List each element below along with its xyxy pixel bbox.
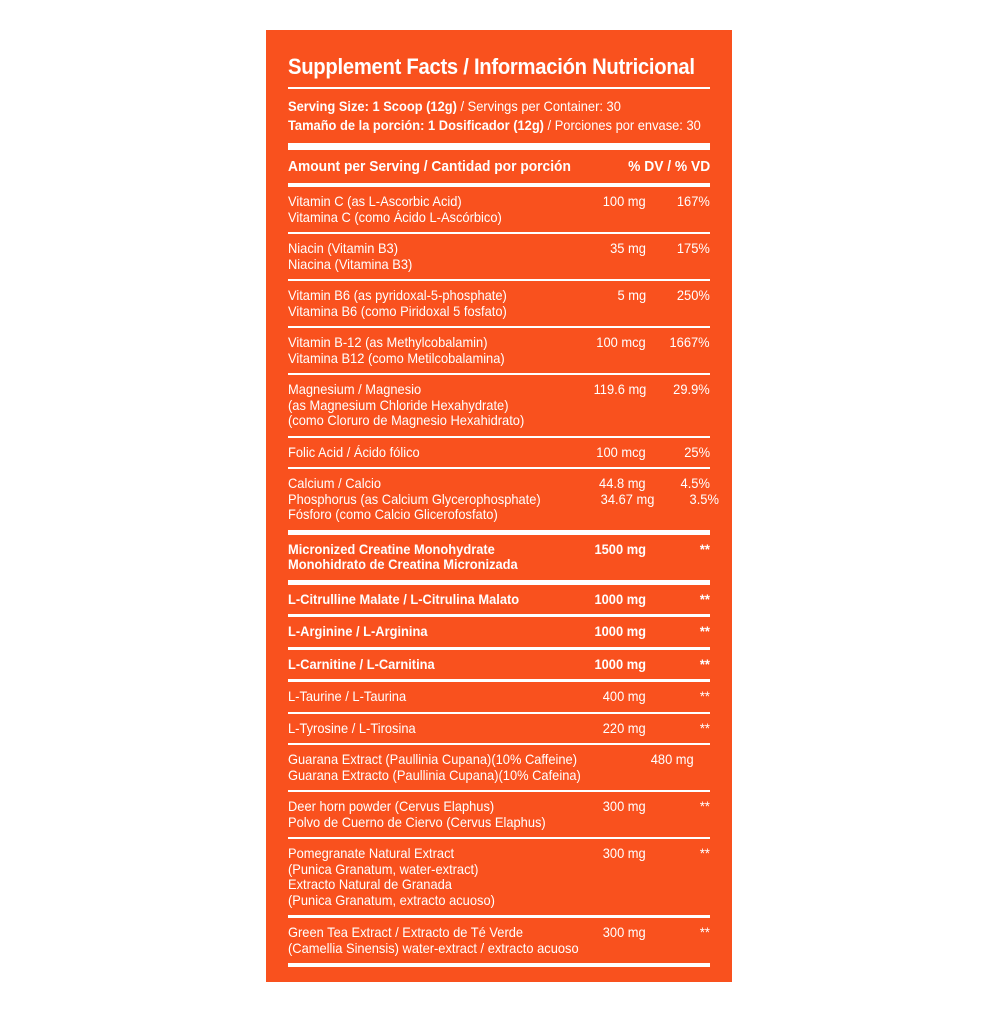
- nutrient-amount: [554, 557, 646, 573]
- nutrient-amount: [563, 492, 655, 508]
- nutrient-name: [288, 194, 554, 210]
- nutrient-dv: [646, 689, 710, 705]
- table-row-line: [288, 689, 710, 705]
- nutrient-dv: [660, 815, 724, 831]
- table-row: [288, 187, 710, 232]
- nutrient-amount: [554, 445, 646, 461]
- nutrient-dv: [646, 210, 710, 226]
- nutrient-dv: [646, 382, 710, 398]
- nutrient-name: [288, 799, 554, 815]
- nutrient-name: [288, 893, 554, 909]
- panel-title-text: Supplement Facts / Información Nutricional: [288, 54, 695, 79]
- nutrient-name: [288, 557, 554, 573]
- nutrient-dv: [646, 877, 710, 893]
- nutrient-name-text: Guarana Extracto (Paullinia Cupana)(10% Cafeina): [288, 766, 581, 783]
- table-row-line: [288, 925, 710, 941]
- nutrient-amount: [554, 624, 646, 640]
- nutrient-amount: [554, 507, 646, 523]
- panel-title: [288, 54, 710, 80]
- table-row: [288, 839, 710, 915]
- nutrient-dv: [646, 624, 710, 640]
- nutrient-name-text: Green Tea Extract / Extracto de Té Verde: [288, 924, 524, 940]
- nutrient-name: [288, 398, 554, 414]
- nutrient-amount: [554, 382, 646, 398]
- nutrient-dv-text: 29.9%: [673, 381, 710, 397]
- nutrient-name-text: Phosphorus (as Calcium Glycerophosphate): [288, 490, 541, 507]
- nutrient-dv: [646, 893, 710, 909]
- nutrient-amount: [606, 768, 698, 784]
- nutrient-name: [288, 492, 563, 508]
- nutrient-dv: [646, 657, 710, 673]
- nutrient-name: [288, 877, 554, 893]
- nutrient-amount: [554, 304, 646, 320]
- nutrient-name-text: Extracto Natural de Granada: [288, 876, 452, 892]
- nutrient-amount-text: 1000 mg: [594, 590, 646, 607]
- nutrient-name-text: Vitamin C (as L-Ascorbic Acid): [288, 193, 462, 209]
- nutrient-dv: [696, 941, 760, 957]
- table-row-line: [288, 351, 710, 367]
- nutrient-name: [288, 257, 554, 273]
- nutrient-name-text: Calcium / Calcio: [288, 475, 382, 491]
- column-header-amount: Amount per Serving / Cantidad por porción: [288, 158, 571, 175]
- nutrient-name: [288, 815, 568, 831]
- nutrient-dv: [646, 846, 710, 862]
- nutrient-amount: [554, 862, 646, 878]
- nutrient-dv-text: **: [699, 798, 710, 814]
- table-row-line: [288, 304, 710, 320]
- table-row: [288, 617, 710, 647]
- serving-size-line-es: [288, 116, 710, 135]
- nutrient-dv-text: **: [699, 688, 710, 704]
- nutrient-amount-text: 400 mg: [603, 688, 646, 704]
- table-row-line: [288, 657, 710, 673]
- table-row-line: [288, 413, 710, 429]
- nutrient-amount: [554, 476, 646, 492]
- nutrient-dv: [646, 799, 710, 815]
- nutrient-name: [288, 476, 554, 492]
- nutrient-name: [288, 846, 554, 862]
- nutrient-name-text: (Camellia Sinensis) water-extract / extracto acuoso: [288, 939, 579, 956]
- nutrient-name-text: Niacin (Vitamin B3): [288, 240, 398, 256]
- serving-section-divider: [288, 143, 710, 150]
- table-row: [288, 745, 759, 790]
- table-row: [288, 792, 710, 837]
- nutrient-amount: [554, 210, 646, 226]
- nutrient-name-text: Vitamin B-12 (as Methylcobalamin): [288, 334, 488, 350]
- nutrient-name-text: (Punica Granatum, water-extract): [288, 860, 479, 877]
- nutrient-amount: [554, 257, 646, 273]
- nutrient-amount: [554, 241, 646, 257]
- nutrient-amount-text: 1000 mg: [594, 623, 646, 639]
- nutrient-name-text: Polvo de Cuerno de Ciervo (Cervus Elaphus): [288, 813, 546, 830]
- nutrient-name: [288, 351, 554, 367]
- nutrient-amount-text: 100 mg: [603, 193, 646, 209]
- nutrient-dv-text: **: [699, 590, 710, 607]
- nutrient-dv-text: **: [699, 924, 710, 940]
- nutrient-name-text: Vitamina C (como Ácido L-Ascórbico): [288, 208, 502, 225]
- nutrient-amount: [554, 398, 646, 414]
- nutrient-name-text: L-Taurine / L-Taurina: [288, 688, 407, 704]
- nutrient-dv: [646, 721, 710, 737]
- nutrient-amount: [554, 721, 646, 737]
- nutrient-dv: [646, 335, 710, 351]
- table-row-line: [288, 799, 710, 815]
- table-row: [288, 328, 710, 373]
- table-row: [288, 535, 710, 580]
- nutrient-amount-text: 220 mg: [603, 719, 646, 736]
- table-row-line: [288, 893, 710, 909]
- nutrient-amount: [554, 846, 646, 862]
- nutrient-name: [288, 721, 554, 737]
- nutrient-amount-text: 44.8 mg: [599, 475, 646, 491]
- nutrient-dv: [646, 542, 710, 558]
- nutrient-amount: [554, 288, 646, 304]
- nutrient-dv-text: **: [748, 751, 759, 767]
- nutrient-name-text: L-Tyrosine / L-Tirosina: [288, 719, 416, 736]
- nutrient-name: [288, 304, 554, 320]
- nutrient-dv: [646, 194, 710, 210]
- column-header: [288, 150, 710, 183]
- nutrient-dv-text: 25%: [684, 443, 710, 460]
- table-row-line: [288, 335, 710, 351]
- table-row: [288, 438, 710, 468]
- nutrient-amount-text: 100 mcg: [596, 334, 646, 350]
- nutrient-dv-text: **: [699, 845, 710, 861]
- nutrient-name: [288, 689, 554, 705]
- serving-size-line-en: [288, 97, 710, 116]
- nutrient-dv: [646, 445, 710, 461]
- nutrient-dv: [646, 241, 710, 257]
- nutrient-name-text: L-Citrulline Malate / L-Citrulina Malato: [288, 590, 520, 607]
- table-row-line: [288, 382, 710, 398]
- nutrient-name: [288, 241, 554, 257]
- table-row: [288, 650, 710, 680]
- nutrient-dv: [698, 768, 762, 784]
- table-row-line: [288, 815, 710, 831]
- table-row: [288, 469, 719, 530]
- nutrient-name: [288, 413, 554, 429]
- table-row-line: [288, 476, 710, 492]
- nutrient-name: [288, 862, 554, 878]
- table-row-line: [288, 768, 710, 784]
- nutrient-amount: [554, 799, 646, 815]
- table-row-line: [288, 721, 710, 737]
- nutrient-name: [288, 752, 602, 768]
- nutrient-amount-text: 5 mg: [617, 287, 646, 303]
- nutrient-name-text: Vitamina B6 (como Piridoxal 5 fosfato): [288, 302, 507, 319]
- nutrient-name-text: (Punica Granatum, extracto acuoso): [288, 891, 495, 908]
- nutrient-amount-text: 1000 mg: [594, 655, 646, 672]
- table-row: [288, 918, 710, 963]
- nutrient-amount: [604, 941, 696, 957]
- nutrient-dv: [694, 752, 758, 768]
- nutrient-amount-text: 1500 mg: [594, 540, 646, 557]
- serving-size-es-bold: Tamaño de la porción: 1 Dosificador (12g): [288, 117, 544, 133]
- nutrient-name: [288, 288, 554, 304]
- nutrient-amount: [554, 592, 646, 608]
- nutrient-dv-text: 1667%: [669, 334, 710, 350]
- column-header-dv: % DV / % VD: [627, 158, 710, 175]
- nutrient-name: [288, 542, 554, 558]
- nutrient-name: [288, 624, 554, 640]
- nutrient-name: [288, 592, 554, 608]
- nutrient-name: [288, 445, 554, 461]
- nutrient-amount: [554, 413, 646, 429]
- table-row-line: [288, 751, 759, 768]
- nutrient-name-text: Deer horn powder (Cervus Elaphus): [288, 798, 495, 814]
- nutrient-amount-text: 300 mg: [603, 924, 646, 940]
- nutrient-dv-text: **: [699, 719, 710, 736]
- table-row: [288, 682, 710, 712]
- table-row: [288, 375, 710, 436]
- nutrient-amount: [554, 335, 646, 351]
- nutrient-name-text: Fósforo (como Calcio Glicerofosfato): [288, 506, 498, 522]
- nutrient-dv-text: 3.5%: [689, 490, 719, 507]
- nutrient-amount-text: 100 mcg: [596, 443, 646, 460]
- nutrient-dv: [646, 398, 710, 414]
- nutrient-dv: [646, 413, 710, 429]
- nutrient-name: [288, 335, 554, 351]
- nutrient-dv: [646, 557, 710, 573]
- table-row-line: [288, 557, 710, 573]
- nutrient-dv-text: 167%: [677, 193, 710, 209]
- table-row-line: [288, 507, 710, 523]
- table-row-line: [288, 257, 710, 273]
- nutrient-amount-text: 119.6 mg: [593, 381, 646, 397]
- footnote-text: **Valor diario no establecido. / ** Daily value not established.: [288, 994, 634, 1010]
- nutrient-amount-text: 300 mg: [603, 845, 646, 861]
- row-divider: [288, 963, 710, 967]
- nutrient-name-text: L-Arginine / L-Arginina: [288, 623, 428, 639]
- nutrient-name: [288, 382, 554, 398]
- table-row-line: [288, 210, 710, 226]
- nutrient-name-text: (as Magnesium Chloride Hexahydrate): [288, 396, 509, 413]
- nutrient-name-text: Folic Acid / Ácido fólico: [288, 443, 420, 460]
- nutrient-dv: [646, 476, 710, 492]
- table-row: [288, 714, 710, 744]
- table-row-line: [288, 624, 710, 640]
- nutrient-amount-text: 34.67 mg: [600, 490, 655, 507]
- servings-per-container-es: / Porciones por envase: 30: [543, 117, 701, 133]
- table-row: [288, 234, 710, 279]
- nutrient-dv-text: **: [699, 540, 710, 557]
- nutrient-name: [288, 210, 554, 226]
- table-row-line: [288, 862, 710, 878]
- nutrient-name-text: Magnesium / Magnesio: [288, 381, 422, 397]
- nutrient-amount: [554, 194, 646, 210]
- nutrient-dv-text: 4.5%: [680, 475, 710, 491]
- nutrient-amount: [554, 351, 646, 367]
- nutrient-amount: [602, 752, 694, 768]
- nutrient-amount: [554, 877, 646, 893]
- table-row-line: [288, 542, 710, 558]
- supplement-facts-panel: [266, 30, 759, 1010]
- nutrient-dv: [646, 862, 710, 878]
- nutrient-name-text: Vitamina B12 (como Metilcobalamina): [288, 349, 505, 366]
- nutrient-dv: [646, 304, 710, 320]
- nutrient-dv: [646, 351, 710, 367]
- table-row-line: [288, 941, 710, 957]
- nutrient-dv-text: 175%: [677, 240, 710, 256]
- nutrient-name-text: L-Carnitine / L-Carnitina: [288, 655, 435, 672]
- nutrient-name-text: Micronized Creatine Monohydrate: [288, 540, 495, 557]
- table-row-line: [288, 592, 710, 608]
- nutrient-name: [288, 657, 554, 673]
- table-row: [288, 281, 710, 326]
- nutrient-name-text: Vitamin B6 (as pyridoxal-5-phosphate): [288, 287, 507, 303]
- nutrient-dv: [646, 592, 710, 608]
- table-row-line: [288, 846, 710, 862]
- nutrient-name: [288, 941, 604, 957]
- table-row-line: [288, 398, 710, 414]
- nutrient-name-text: Monohidrato de Creatina Micronizada: [288, 556, 518, 572]
- nutrient-amount: [568, 815, 660, 831]
- nutrient-dv-text: **: [699, 623, 710, 639]
- nutrient-dv: [646, 925, 710, 941]
- table-row-line: [288, 288, 710, 304]
- nutrient-name-text: Pomegranate Natural Extract: [288, 845, 455, 861]
- table-row-line: [288, 877, 710, 893]
- nutrient-name: [288, 925, 554, 941]
- nutrient-dv: [655, 492, 719, 508]
- nutrient-dv-text: 250%: [677, 287, 710, 303]
- rows: [288, 187, 759, 967]
- nutrient-name-text: Guarana Extract (Paullinia Cupana)(10% Caffeine): [288, 751, 578, 767]
- nutrient-amount: [554, 689, 646, 705]
- table-row: [288, 585, 710, 615]
- table-row-line: [288, 241, 710, 257]
- servings-per-container-en: / Servings per Container: 30: [456, 98, 621, 114]
- nutrient-name: [288, 768, 606, 784]
- serving-info: [288, 89, 710, 143]
- nutrient-amount: [554, 893, 646, 909]
- table-row-line: [288, 445, 710, 461]
- nutrient-dv: [646, 288, 710, 304]
- table-row-line: [288, 490, 719, 508]
- nutrient-dv-text: **: [699, 655, 710, 672]
- footnote: [288, 981, 710, 1010]
- nutrient-amount-text: 480 mg: [651, 751, 695, 767]
- nutrient-name: [288, 507, 554, 523]
- nutrient-amount-text: 35 mg: [610, 240, 646, 256]
- nutrient-amount: [554, 925, 646, 941]
- nutrient-amount: [554, 542, 646, 558]
- nutrient-amount: [554, 657, 646, 673]
- nutrient-dv: [646, 507, 710, 523]
- table-row-line: [288, 194, 710, 210]
- nutrient-dv: [646, 257, 710, 273]
- nutrient-amount-text: 300 mg: [603, 798, 646, 814]
- nutrient-name-text: Niacina (Vitamina B3): [288, 255, 413, 272]
- nutrient-name-text: (como Cloruro de Magnesio Hexahidrato): [288, 412, 525, 428]
- serving-size-en-bold: Serving Size: 1 Scoop (12g): [288, 98, 457, 114]
